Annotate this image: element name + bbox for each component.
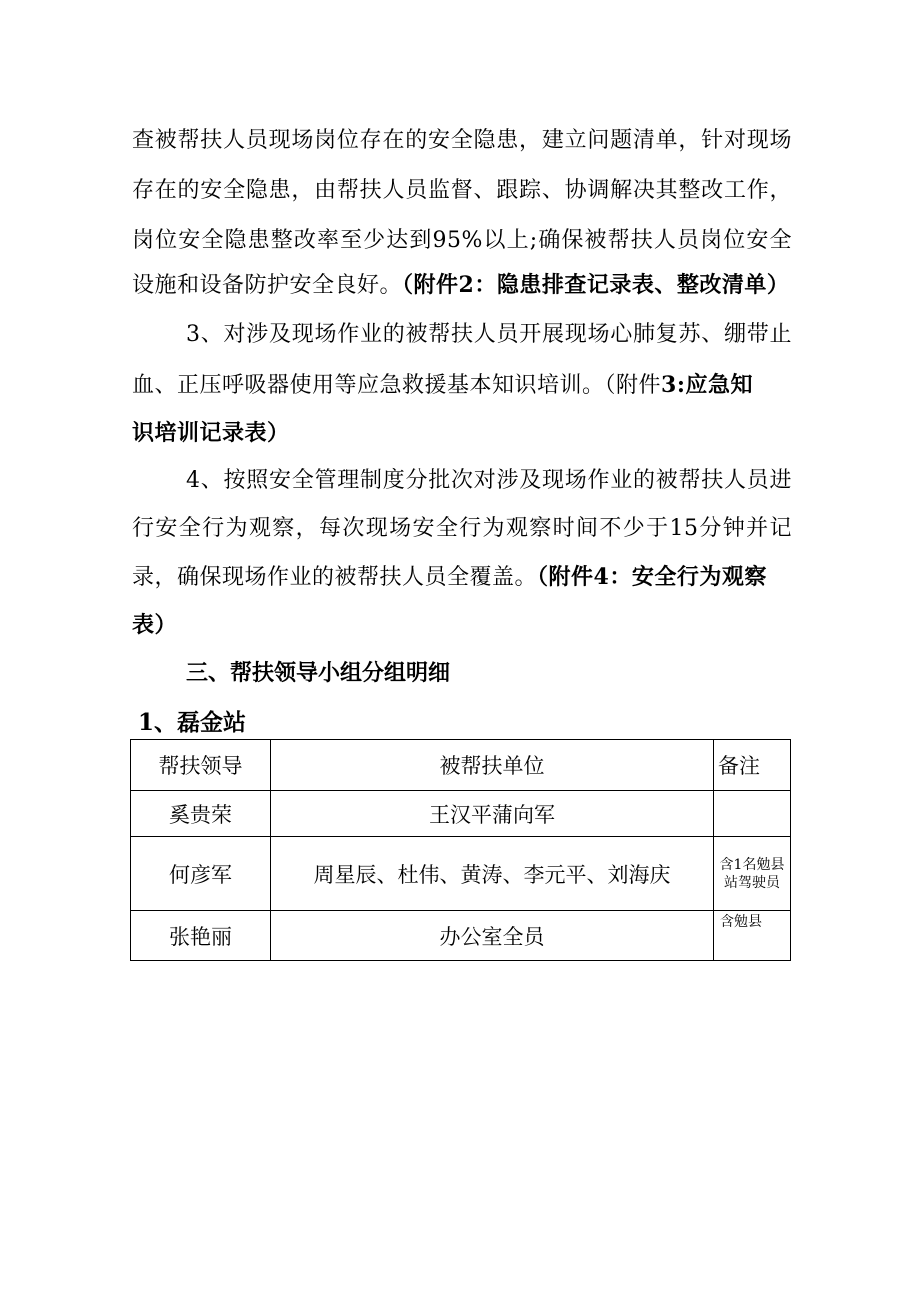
leader-cell: 张艳丽 (131, 911, 271, 961)
header-unit: 被帮扶单位 (271, 740, 714, 791)
table-row (131, 837, 791, 911)
unit-cell: 周星辰、杜伟、黄涛、李元平、刘海庆 (271, 837, 714, 911)
paragraph-line (132, 370, 792, 401)
paragraph-line: 4、按照安全管理制度分批次对涉及现场作业的被帮扶人员进 (186, 468, 792, 493)
attachment-reference: （附件2：隐患排查记录表、整改清单） (402, 272, 790, 298)
paragraph-line: 岗位安全隐患整改率至少达到95%以上;确保被帮扶人员岗位安全 (132, 228, 792, 253)
note-cell (714, 791, 791, 837)
unit-cell: 王汉平蒲向军 (271, 791, 714, 837)
section-heading: 三、帮扶领导小组分组明细 (186, 660, 451, 686)
paragraph-line: 存在的安全隐患，由帮扶人员监督、跟踪、协调解决其整改工作， (132, 178, 792, 203)
paragraph-text: 录，确保现场作业的被帮扶人员全覆盖。 (132, 565, 538, 590)
paragraph-text: 血、正压呼吸器使用等应急救援基本知识培训。（附件 (132, 373, 662, 398)
leader-cell: 何彦军 (131, 837, 271, 911)
attachment-reference: 3:应急知 (661, 372, 753, 398)
header-leader: 帮扶领导 (131, 740, 271, 791)
paragraph-line (132, 562, 792, 593)
note-cell: 含1名勉县站驾驶员 (714, 837, 791, 911)
paragraph-text: 设施和设备防护安全良好。 (132, 273, 403, 298)
attachment-reference: 识培训记录表） (132, 420, 290, 446)
attachment-reference: （附件4：安全行为观察 (537, 564, 767, 590)
sub-heading: 1、磊金站 (138, 709, 247, 736)
table-row (131, 911, 791, 961)
note-cell: 含勉县 (714, 911, 791, 961)
paragraph-line: 查被帮扶人员现场岗位存在的安全隐患，建立问题清单，针对现场 (132, 128, 792, 153)
attachment-reference: 表） (132, 612, 178, 638)
unit-cell: 办公室全员 (271, 911, 714, 961)
assistance-table (130, 739, 791, 961)
leader-cell: 奚贵荣 (131, 791, 271, 837)
paragraph-line: 3、对涉及现场作业的被帮扶人员开展现场心肺复苏、绷带止 (186, 322, 792, 347)
paragraph-line: 行安全行为观察，每次现场安全行为观察时间不少于15分钟并记 (132, 516, 792, 541)
header-note: 备注 (714, 740, 791, 791)
table-header-row (131, 740, 791, 791)
paragraph-line (132, 270, 792, 301)
table-row (131, 791, 791, 837)
